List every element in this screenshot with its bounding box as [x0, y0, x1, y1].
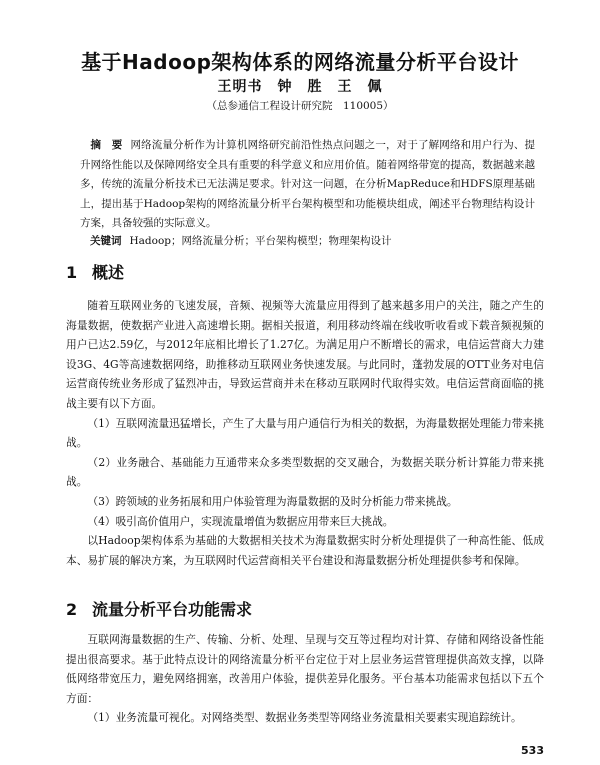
paragraph: 以Hadoop架构体系为基础的大数据相关技术为海量数据实时分析处理提供了一种高性能、低成本、易扩展的解决方案，为互联网时代运营商相关平台建设和海量数据分析处理提供参考和保障。: [66, 534, 544, 567]
paragraph: （4）吸引高价值用户，实现流量增值为数据应用带来巨大挑战。: [87, 514, 394, 528]
paper-affiliation: （总参通信工程设计研究院 110005）: [206, 100, 394, 112]
paragraph: 随着互联网业务的飞速发展，音频、视频等大流量应用得到了越来越多用户的关注，随之产生的海量数据，使数据产业进入高速增长期。据相关报道，利用移动终端在线收听收看或下载音频视频的用户已达2.59亿，与2012年底相比增长了1.27亿。为满足用户不断增长的需求，电信运营商大力建设3G、4G等高速数据网络，助推移动互联网业务快速发展。与此同时，蓬勃发展的OTT业务对电信运营商传统业务形成了猛烈冲击，导致运营商并未在移动互联网时代取得实效。电信运营商面临的挑战主要有以下方面。: [66, 299, 544, 410]
paragraph: 互联网海量数据的生产、传输、分析、处理、呈现与交互等过程均对计算、存储和网络设备性能提出很高要求。基于此特点设计的网络流量分析平台定位于对上层业务运营管理提供高效支撑，以降低网络带宽压力，避免网络拥塞，改善用户体验，提供差异化服务。平台基本功能需求包括以下五个方面：: [66, 633, 544, 705]
abstract: [80, 136, 535, 234]
section-1-heading: [66, 260, 124, 283]
section-2-number: 2: [66, 600, 78, 619]
page-number: 533: [521, 744, 544, 757]
paragraph: （1）业务流量可视化。对网络类型、数据业务类型等网络业务流量相关要素实现追踪统计。: [87, 711, 522, 725]
paragraph: （2）业务融合、基础能力互通带来众多类型数据的交叉融合，为数据关联分析计算能力带来挑战。: [66, 455, 544, 489]
section-1-title: 概述: [92, 263, 125, 282]
section-2-heading: [66, 597, 252, 620]
paragraph: （1）互联网流量迅猛增长，产生了大量与用户通信行为相关的数据，为海量数据处理能力带来挑战。: [66, 416, 544, 450]
keywords-text: Hadoop；网络流量分析；平台架构模型；物理架构设计: [129, 235, 392, 247]
abstract-label: 摘 要: [90, 139, 123, 151]
section-1-number: 1: [66, 263, 78, 282]
paper-title: 基于Hadoop架构体系的网络流量分析平台设计: [81, 50, 519, 74]
paper-authors: 王明书 钟 胜 王 佩: [217, 79, 383, 95]
paragraph: （3）跨领域的业务拓展和用户体验管理为海量数据的及时分析能力带来挑战。: [87, 494, 458, 508]
keywords-label: 关键词: [90, 235, 122, 247]
section-2-body: [66, 630, 544, 728]
section-2-title: 流量分析平台功能需求: [92, 600, 253, 619]
abstract-text: 网络流量分析作为计算机网络研究前沿性热点问题之一，对于了解网络和用户行为、提升网络性能以及保障网络安全具有重要的科学意义和应用价值。随着网络带宽的提高，数据越来越多，传统的流量分析技术已无法满足要求。针对这一问题，在分析MapReduce和HDFS原理基础上，提出基于Hadoop架构的网络流量分析平台架构模型和功能模块组成，阐述平台物理结构设计方案，具备较强的实际意义。: [80, 139, 536, 230]
section-1-body: [66, 296, 544, 570]
keywords: [90, 233, 540, 249]
